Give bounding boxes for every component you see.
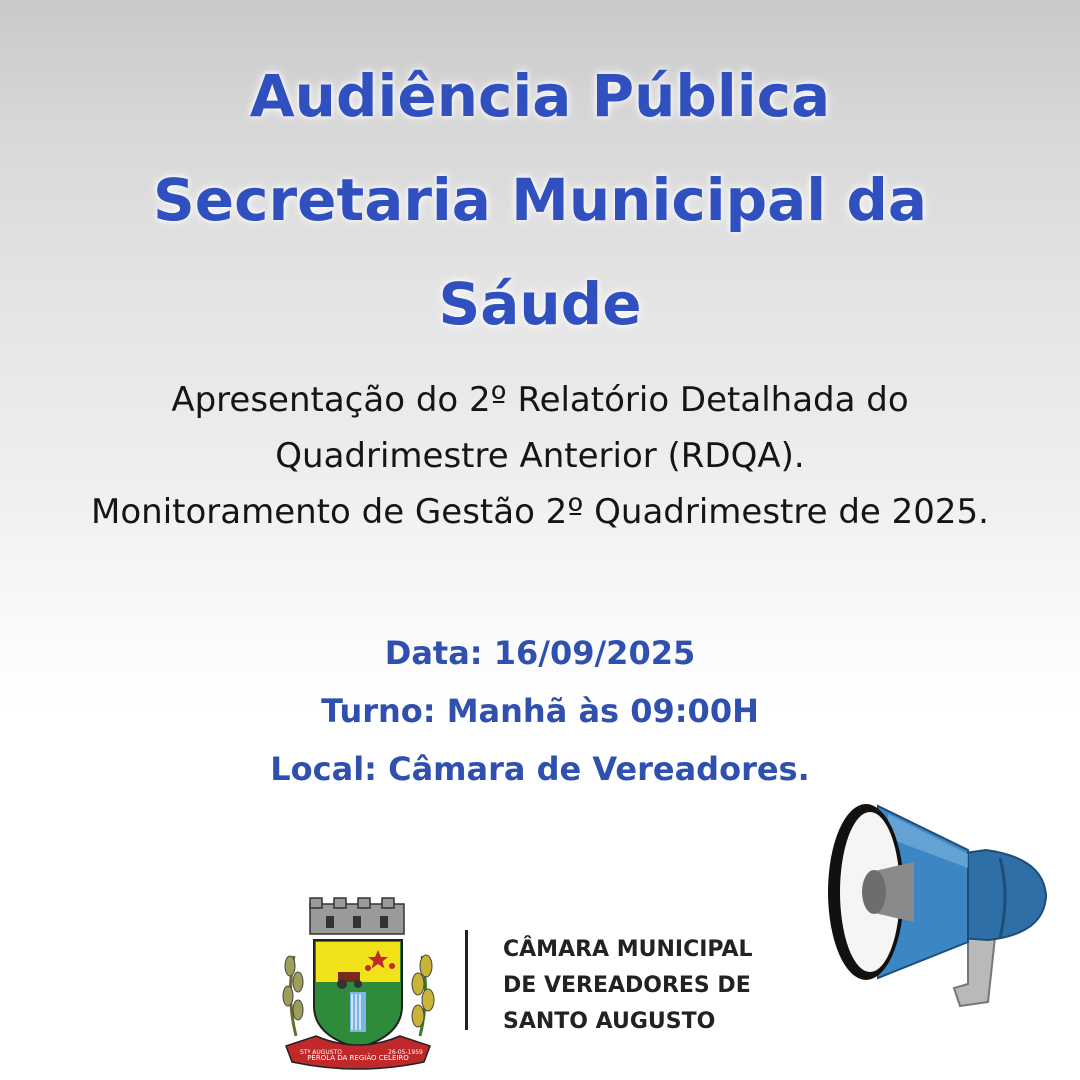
title-line-2: Secretaria Municipal da — [153, 166, 927, 234]
event-description — [0, 372, 1080, 540]
event-title — [0, 44, 1080, 356]
event-location: Local: Câmara de Vereadores. — [270, 750, 810, 788]
megaphone-icon — [818, 788, 1058, 1028]
municipal-coat-of-arms-icon — [276, 896, 440, 1076]
description-line-3: Monitoramento de Gestão 2º Quadrimestre de 2025. — [91, 492, 989, 532]
event-shift: Turno: Manhã às 09:00H — [321, 692, 759, 730]
svg-text:26-05-1959: 26-05-1959 — [388, 1049, 423, 1056]
title-line-3: Sáude — [438, 270, 642, 338]
event-details — [230, 624, 850, 798]
description-line-1: Apresentação do 2º Relatório Detalhada do — [171, 380, 909, 420]
description-line-2: Quadrimestre Anterior (RDQA). — [275, 436, 805, 476]
title-line-1: Audiência Pública — [249, 62, 831, 130]
organization-name — [503, 932, 753, 1040]
organization-line-1: CÂMARA MUNICIPAL — [503, 937, 753, 962]
svg-text:PÉROLA DA REGIÃO CELEIRO: PÉROLA DA REGIÃO CELEIRO — [307, 1054, 409, 1062]
logo-divider — [465, 930, 468, 1030]
organization-line-2: DE VEREADORES DE — [503, 973, 751, 998]
svg-text:STº AUGUSTO: STº AUGUSTO — [300, 1049, 342, 1056]
organization-line-3: SANTO AUGUSTO — [503, 1009, 716, 1034]
event-date: Data: 16/09/2025 — [384, 634, 696, 672]
